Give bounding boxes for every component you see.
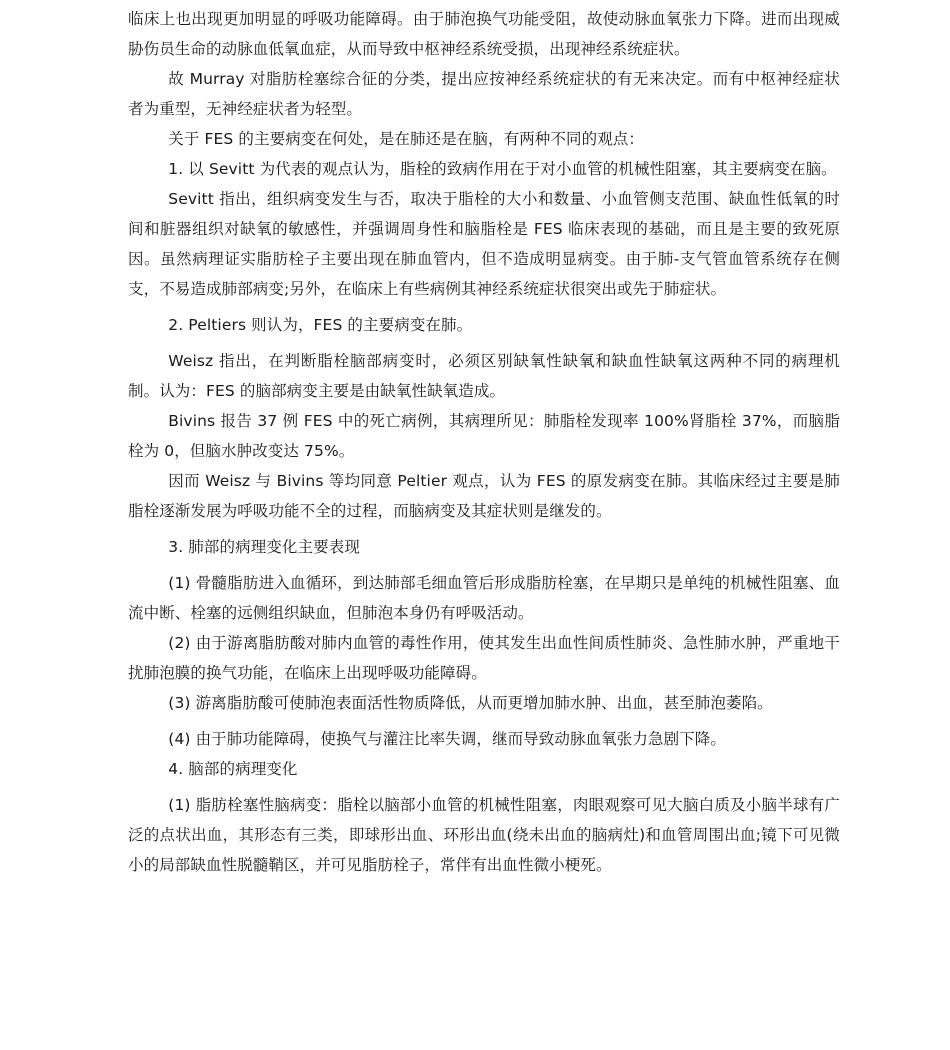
- paragraph-bivins: Bivins 报告 37 例 FES 中的死亡病例，其病理所见：肺脂栓发现率 100%肾脂栓 37%，而脑脂栓为 0，但脑水肿改变达 75%。: [128, 412, 840, 460]
- paragraph-view-1-sevitt: 1. 以 Sevitt 为代表的观点认为，脂栓的致病作用在于对小血管的机械性阻塞，其主要病变在脑。: [168, 160, 837, 178]
- list-item-lung-3: (3) 游离脂肪酸可使肺泡表面活性物质降低，从而更增加肺水肿、出血，甚至肺泡萎陷。: [168, 694, 773, 712]
- paragraph-two-views: 关于 FES 的主要病变在何处，是在肺还是在脑，有两种不同的观点：: [168, 130, 645, 148]
- paragraph-murray-classification: 故 Murray 对脂肪栓塞综合征的分类，提出应按神经系统症状的有无来决定。而有中枢神经症状者为重型，无神经症状者为轻型。: [128, 70, 840, 118]
- document-page: [128, 4, 840, 880]
- paragraph-intro: 临床上也出现更加明显的呼吸功能障碍。由于肺泡换气功能受阻，故使动脉血氧张力下降。进而出现威胁伤员生命的动脉血低氧血症，从而导致中枢神经系统受损，出现神经系统症状。: [128, 10, 840, 58]
- list-item-lung-1: (1) 骨髓脂肪进入血循环，到达肺部毛细血管后形成脂肪栓塞，在早期只是单纯的机械性阻塞、血流中断、栓塞的远侧组织缺血，但肺泡本身仍有呼吸活动。: [128, 574, 840, 622]
- paragraph-conclusion: 因而 Weisz 与 Bivins 等均同意 Peltier 观点，认为 FES 的原发病变在肺。其临床经过主要是肺脂栓逐渐发展为呼吸功能不全的过程，而脑病变及其症状则是继发的。: [128, 472, 840, 520]
- list-item-lung-2: (2) 由于游离脂肪酸对肺内血管的毒性作用，使其发生出血性间质性肺炎、急性肺水肿，严重地干扰肺泡膜的换气功能，在临床上出现呼吸功能障碍。: [128, 634, 840, 682]
- heading-lung-pathology: 3. 肺部的病理变化主要表现: [168, 538, 360, 556]
- heading-brain-pathology: 4. 脑部的病理变化: [168, 760, 298, 778]
- list-item-lung-4: (4) 由于肺功能障碍，使换气与灌注比率失调，继而导致动脉血氧张力急剧下降。: [168, 730, 726, 748]
- paragraph-sevitt-details: Sevitt 指出，组织病变发生与否，取决于脂栓的大小和数量、小血管侧支范围、缺血性低氧的时间和脏器组织对缺氧的敏感性，并强调周身性和脑脂栓是 FES 临床表现的基础，而且是主要的致死原因。虽然病理证实脂肪栓子主要出现在肺血管内，但不造成明显病变。由于肺-支气管血管系统存在侧支，不易造成肺部病变;另外，在临床上有些病例其神经系统症状很突出或先于肺症状。: [128, 190, 840, 298]
- list-item-brain-1: (1) 脂肪栓塞性脑病变：脂栓以脑部小血管的机械性阻塞，肉眼观察可见大脑白质及小脑半球有广泛的点状出血，其形态有三类，即球形出血、环形出血(绕未出血的脑病灶)和血管周围出血;镜下可见微小的局部缺血性脱髓鞘区，并可见脂肪栓子，常伴有出血性微小梗死。: [128, 796, 840, 874]
- paragraph-weisz: Weisz 指出，在判断脂栓脑部病变时，必须区别缺氧性缺氧和缺血性缺氧这两种不同的病理机制。认为：FES 的脑部病变主要是由缺氧性缺氧造成。: [128, 352, 840, 400]
- paragraph-view-2-peltiers: 2. Peltiers 则认为，FES 的主要病变在肺。: [168, 316, 473, 334]
